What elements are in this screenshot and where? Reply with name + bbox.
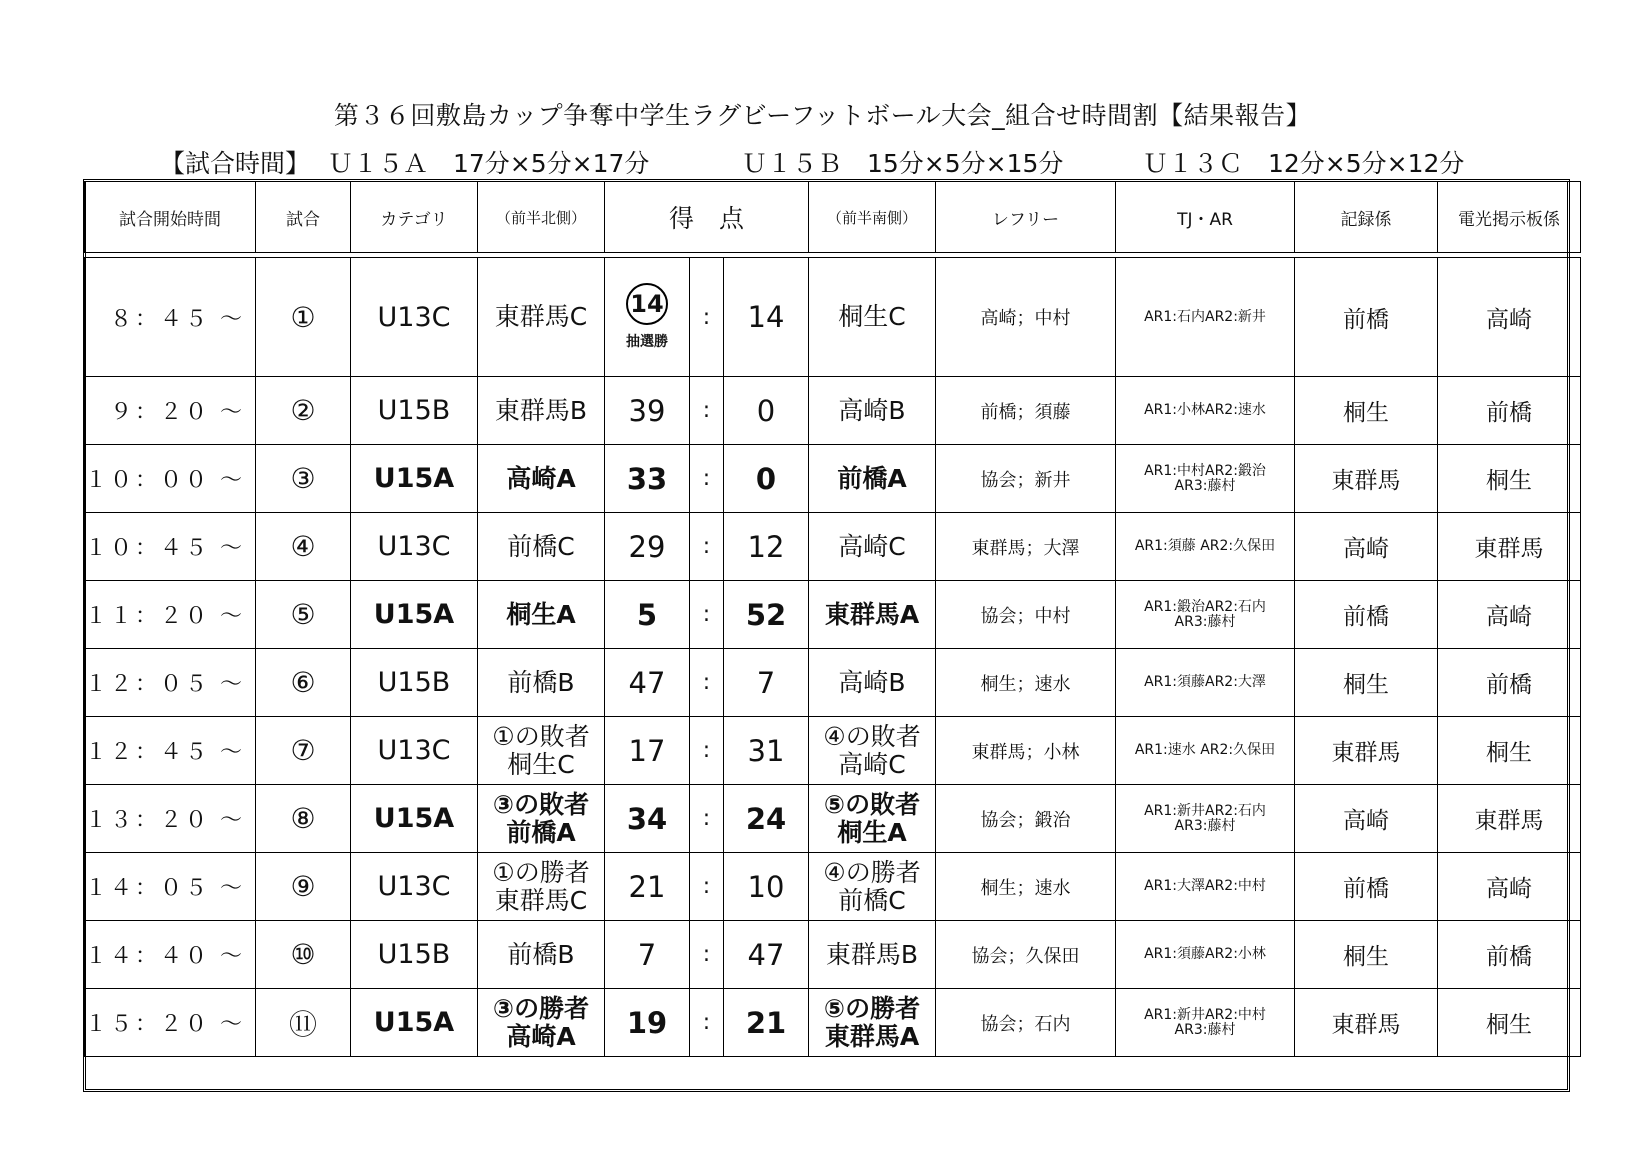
referee: 協会；石内	[936, 989, 1116, 1057]
south-team-note: ⑤の敗者	[823, 789, 921, 819]
table-row	[85, 785, 1581, 853]
schedule-body	[85, 258, 1581, 1057]
header-scoreboard: 電光掲示板係	[1438, 182, 1581, 253]
category: U15A	[351, 581, 478, 649]
home-score: 17	[628, 733, 666, 768]
home-score: 21	[628, 869, 666, 904]
south-team: 高崎C	[838, 531, 906, 561]
table-row	[85, 989, 1581, 1057]
start-time: １１：２０ ～	[85, 581, 256, 649]
home-score: 19	[626, 1005, 668, 1040]
scoreboard-operator: 桐生	[1438, 717, 1581, 785]
south-team: 高崎B	[838, 667, 906, 697]
recorder: 桐生	[1295, 377, 1438, 445]
match-number: ②	[256, 377, 351, 445]
scoreboard-operator: 前橋	[1438, 921, 1581, 989]
recorder: 前橋	[1295, 581, 1438, 649]
match-number: ⑧	[256, 785, 351, 853]
south-team: 東群馬A	[824, 599, 920, 629]
south-team-cell	[809, 581, 936, 649]
north-team-cell	[478, 445, 605, 513]
tj-ar-cell	[1116, 853, 1295, 921]
south-team-cell	[809, 649, 936, 717]
scoreboard-operator: 桐生	[1438, 989, 1581, 1057]
table-row	[85, 717, 1581, 785]
category: U15B	[351, 649, 478, 717]
tj-ar-cell	[1116, 717, 1295, 785]
north-team: 桐生C	[507, 749, 575, 779]
north-team-cell	[478, 717, 605, 785]
tj-ar: AR1:須藤AR2:大澤	[1144, 674, 1266, 690]
north-team-cell	[478, 581, 605, 649]
home-score-cell	[605, 853, 690, 921]
home-score-circled: 14	[626, 283, 668, 325]
table-row	[85, 853, 1581, 921]
scoreboard-operator: 高崎	[1438, 258, 1581, 377]
home-score-cell	[605, 513, 690, 581]
table-row	[85, 581, 1581, 649]
north-team-cell	[478, 377, 605, 445]
header-tj-ar: TJ・AR	[1116, 182, 1295, 253]
referee: 協会；久保田	[936, 921, 1116, 989]
referee: 東群馬；大澤	[936, 513, 1116, 581]
south-team: 東群馬B	[825, 939, 919, 969]
north-team: 東群馬C	[494, 302, 588, 331]
category: U15B	[351, 377, 478, 445]
score-separator: :	[690, 921, 724, 989]
start-time: １５：２０ ～	[85, 989, 256, 1057]
header-south: （前半南側）	[809, 182, 936, 253]
north-team-note: ①の勝者	[492, 857, 590, 887]
scoreboard-operator: 東群馬	[1438, 785, 1581, 853]
home-score-cell	[605, 717, 690, 785]
away-score: 47	[724, 921, 809, 989]
away-score: 24	[724, 785, 809, 853]
tj-ar: AR1:中村AR2:鍛治	[1144, 462, 1266, 479]
away-score: 0	[724, 445, 809, 513]
south-team: 前橋A	[837, 463, 907, 493]
scoreboard-operator: 前橋	[1438, 649, 1581, 717]
lottery-note: 抽選勝	[626, 334, 668, 350]
away-score: 7	[724, 649, 809, 717]
start-time: ９：２０ ～	[85, 377, 256, 445]
tj-ar-extra: AR3:藤村	[1174, 1021, 1236, 1038]
north-team-cell	[478, 853, 605, 921]
referee: 桐生；速水	[936, 853, 1116, 921]
header-referee: レフリー	[936, 182, 1116, 253]
tj-ar-cell	[1116, 513, 1295, 581]
tj-ar-cell	[1116, 989, 1295, 1057]
tj-ar-extra: AR3:藤村	[1174, 613, 1236, 630]
south-team: 桐生A	[837, 817, 907, 847]
south-team-cell	[809, 445, 936, 513]
match-time-line	[160, 144, 1500, 178]
south-team-cell	[809, 989, 936, 1057]
start-time: ８：４５ ～	[85, 258, 256, 377]
score-separator: :	[690, 853, 724, 921]
recorder: 前橋	[1295, 853, 1438, 921]
recorder: 東群馬	[1295, 445, 1438, 513]
away-score: 0	[724, 377, 809, 445]
scoreboard-operator: 高崎	[1438, 853, 1581, 921]
category: U15A	[351, 785, 478, 853]
north-team-cell	[478, 921, 605, 989]
category: U13C	[351, 513, 478, 581]
match-time-u15b: Ｕ１５Ｂ 15分×5分×15分	[742, 149, 1064, 178]
category: U15B	[351, 921, 478, 989]
south-team-cell	[809, 785, 936, 853]
match-time-label: 【試合時間】	[160, 149, 311, 178]
home-score: 29	[628, 529, 666, 564]
category: U15A	[351, 445, 478, 513]
home-score-cell	[605, 649, 690, 717]
start-time: １４：０５ ～	[85, 853, 256, 921]
south-team-cell	[809, 853, 936, 921]
category: U13C	[351, 717, 478, 785]
south-team: 高崎C	[838, 749, 906, 779]
north-team-cell	[478, 785, 605, 853]
score-separator: :	[690, 377, 724, 445]
match-number: ⑦	[256, 717, 351, 785]
match-number: ⑤	[256, 581, 351, 649]
north-team-cell	[478, 649, 605, 717]
north-team: 高崎A	[506, 1021, 576, 1051]
header-start-time: 試合開始時間	[85, 182, 256, 253]
table-row	[85, 377, 1581, 445]
referee: 協会；新井	[936, 445, 1116, 513]
tj-ar-cell	[1116, 649, 1295, 717]
north-team-cell	[478, 513, 605, 581]
tj-ar-extra: AR3:藤村	[1174, 817, 1236, 834]
match-number: ①	[256, 258, 351, 377]
home-score-cell	[605, 258, 690, 377]
score-separator: :	[690, 445, 724, 513]
south-team: 高崎B	[838, 395, 906, 425]
match-number: ⑥	[256, 649, 351, 717]
away-score: 10	[724, 853, 809, 921]
north-team: 東群馬B	[494, 395, 588, 425]
home-score: 39	[628, 393, 666, 428]
north-team: 桐生A	[506, 599, 576, 629]
table-row	[85, 513, 1581, 581]
start-time: １３：２０ ～	[85, 785, 256, 853]
referee: 桐生；速水	[936, 649, 1116, 717]
south-team-note: ④の敗者	[823, 721, 921, 751]
tj-ar: AR1:新井AR2:中村	[1144, 1006, 1266, 1023]
table-row	[85, 649, 1581, 717]
away-score: 14	[724, 258, 809, 377]
scoreboard-operator: 東群馬	[1438, 513, 1581, 581]
start-time: １０：４５ ～	[85, 513, 256, 581]
north-team-note: ①の敗者	[492, 721, 590, 751]
north-team-note: ③の勝者	[492, 993, 590, 1023]
header-match: 試合	[256, 182, 351, 253]
north-team: 前橋B	[507, 667, 575, 697]
recorder: 前橋	[1295, 258, 1438, 377]
header-score: 得 点	[605, 182, 809, 253]
scoreboard-operator: 高崎	[1438, 581, 1581, 649]
page-title: 第３６回敷島カップ争奪中学生ラグビーフットボール大会_組合せ時間割【結果報告】	[333, 101, 1312, 130]
home-score: 47	[628, 665, 666, 700]
scoreboard-operator: 桐生	[1438, 445, 1581, 513]
tj-ar: AR1:須藤AR2:小林	[1144, 946, 1266, 962]
home-score-cell	[605, 989, 690, 1057]
category: U13C	[351, 258, 478, 377]
schedule-table	[84, 181, 1581, 1057]
north-team: 前橋C	[507, 531, 575, 561]
tj-ar-cell	[1116, 377, 1295, 445]
referee: 前橋；須藤	[936, 377, 1116, 445]
recorder: 桐生	[1295, 649, 1438, 717]
match-number: ⑪	[256, 989, 351, 1057]
south-team-cell	[809, 513, 936, 581]
score-separator: :	[690, 649, 724, 717]
recorder: 桐生	[1295, 921, 1438, 989]
north-team-cell	[478, 258, 605, 377]
tj-ar: AR1:鍛治AR2:石内	[1144, 598, 1266, 615]
away-score: 52	[724, 581, 809, 649]
category: U13C	[351, 853, 478, 921]
south-team: 東群馬A	[824, 1021, 920, 1051]
home-score: 33	[626, 461, 668, 496]
north-team: 高崎A	[506, 463, 576, 493]
referee: 協会；鍛治	[936, 785, 1116, 853]
home-score-cell	[605, 785, 690, 853]
south-team: 桐生C	[838, 302, 906, 331]
tj-ar-cell	[1116, 581, 1295, 649]
tj-ar-cell	[1116, 258, 1295, 377]
tj-ar-cell	[1116, 445, 1295, 513]
south-team-note: ④の勝者	[823, 857, 921, 887]
start-time: １０：００ ～	[85, 445, 256, 513]
away-score: 21	[724, 989, 809, 1057]
score-separator: :	[690, 581, 724, 649]
tj-ar-extra: AR3:藤村	[1174, 477, 1236, 494]
tj-ar: AR1:新井AR2:石内	[1144, 802, 1266, 819]
score-separator: :	[690, 513, 724, 581]
south-team: 前橋C	[838, 885, 906, 915]
recorder: 東群馬	[1295, 989, 1438, 1057]
tj-ar: AR1:石内AR2:新井	[1144, 308, 1266, 325]
home-score-cell	[605, 445, 690, 513]
score-separator: :	[690, 717, 724, 785]
match-number: ⑩	[256, 921, 351, 989]
match-time-u15a: Ｕ１５Ａ 17分×5分×17分	[328, 149, 650, 178]
tj-ar: AR1:速水 AR2:久保田	[1134, 742, 1276, 758]
category: U15A	[351, 989, 478, 1057]
north-team: 前橋A	[506, 817, 576, 847]
south-team-cell	[809, 258, 936, 377]
match-number: ④	[256, 513, 351, 581]
start-time: １２：４５ ～	[85, 717, 256, 785]
south-team-note: ⑤の勝者	[823, 993, 921, 1023]
north-team: 東群馬C	[494, 885, 588, 915]
north-team-cell	[478, 989, 605, 1057]
header-row	[85, 182, 1581, 253]
south-team-cell	[809, 377, 936, 445]
header-recorder: 記録係	[1295, 182, 1438, 253]
tj-ar: AR1:大澤AR2:中村	[1144, 878, 1266, 894]
home-score: 5	[636, 597, 658, 632]
referee: 高崎；中村	[936, 258, 1116, 377]
home-score-cell	[605, 377, 690, 445]
referee: 東群馬；小林	[936, 717, 1116, 785]
tj-ar-cell	[1116, 921, 1295, 989]
home-score-cell	[605, 581, 690, 649]
header-category: カテゴリ	[351, 182, 478, 253]
home-score: 34	[626, 801, 668, 836]
tj-ar-cell	[1116, 785, 1295, 853]
away-score: 31	[724, 717, 809, 785]
south-team-cell	[809, 921, 936, 989]
tj-ar: AR1:須藤 AR2:久保田	[1134, 538, 1276, 554]
recorder: 高崎	[1295, 513, 1438, 581]
home-score-cell	[605, 921, 690, 989]
tj-ar: AR1:小林AR2:速水	[1144, 402, 1266, 418]
score-separator: :	[690, 989, 724, 1057]
table-row	[85, 445, 1581, 513]
table-row	[85, 258, 1581, 377]
start-time: １４：４０ ～	[85, 921, 256, 989]
table-row	[85, 921, 1581, 989]
match-time-u13c: Ｕ１３Ｃ 12分×5分×12分	[1143, 149, 1465, 178]
start-time: １２：０５ ～	[85, 649, 256, 717]
away-score: 12	[724, 513, 809, 581]
referee: 協会；中村	[936, 581, 1116, 649]
north-team: 前橋B	[507, 939, 575, 969]
score-separator: :	[690, 258, 724, 377]
match-number: ③	[256, 445, 351, 513]
north-team-note: ③の敗者	[492, 789, 590, 819]
recorder: 高崎	[1295, 785, 1438, 853]
recorder: 東群馬	[1295, 717, 1438, 785]
match-number: ⑨	[256, 853, 351, 921]
south-team-cell	[809, 717, 936, 785]
header-north: （前半北側）	[478, 182, 605, 253]
score-separator: :	[690, 785, 724, 853]
scoreboard-operator: 前橋	[1438, 377, 1581, 445]
home-score: 7	[637, 937, 657, 972]
